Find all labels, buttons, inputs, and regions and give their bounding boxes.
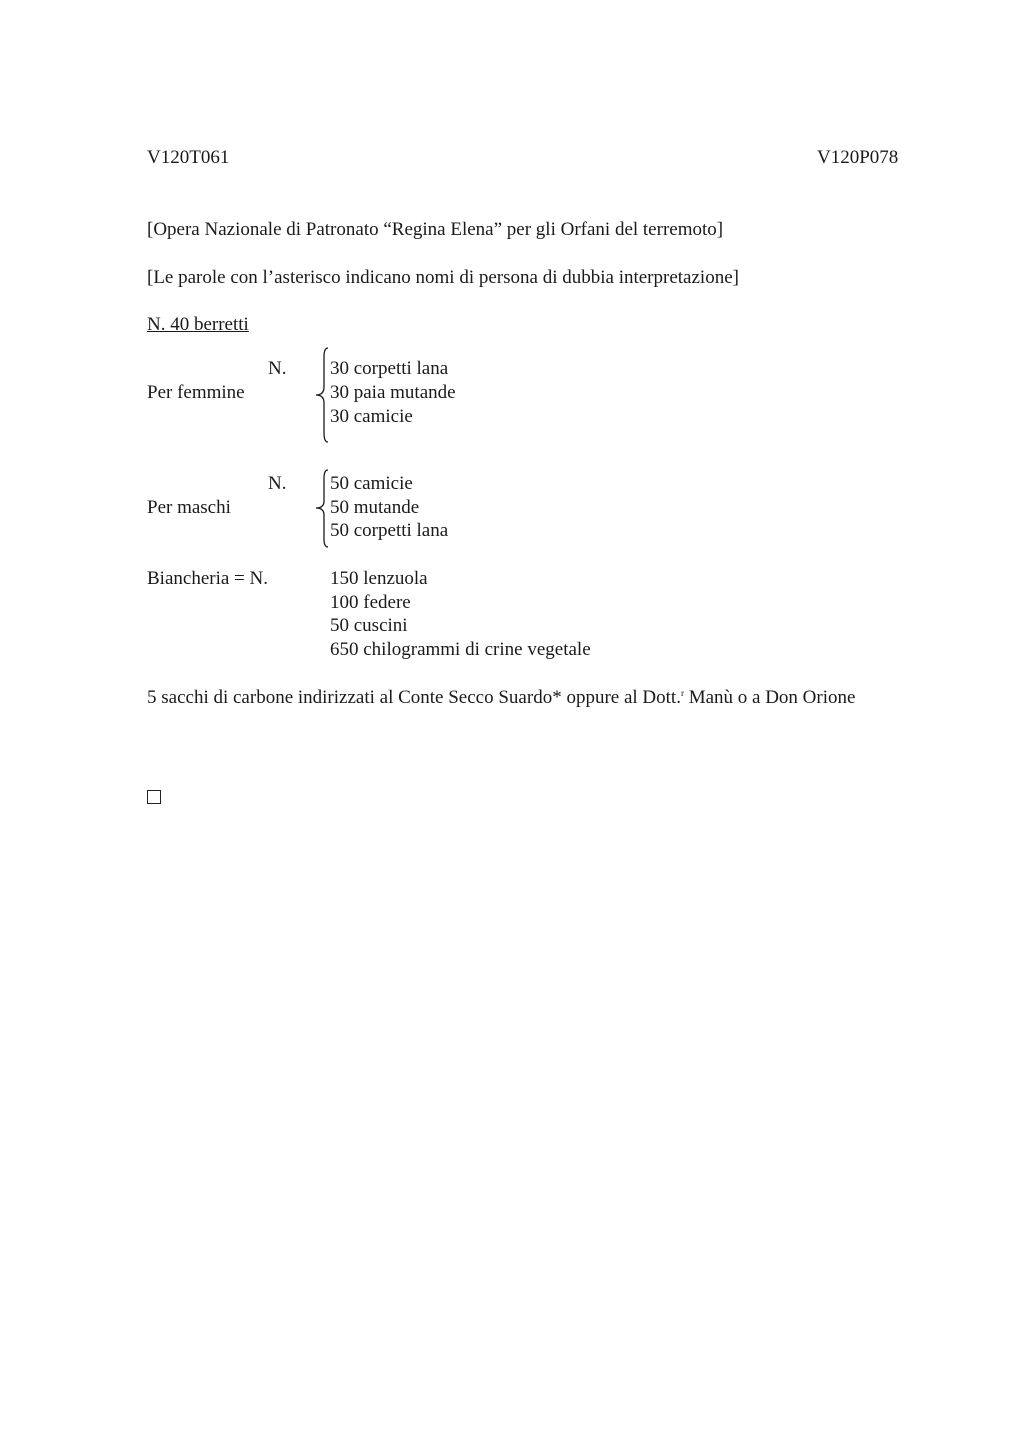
biancheria-label: Biancheria = N. xyxy=(147,568,268,589)
femmine-item: 30 paia mutande xyxy=(330,382,456,403)
carbone-superscript: r xyxy=(680,688,684,698)
document-code-right: V120P078 xyxy=(817,147,899,168)
biancheria-item: 650 chilogrammi di crine vegetale xyxy=(330,639,591,660)
carbone-text-before: 5 sacchi di carbone indirizzati al Conte Secco Suardo* oppure al Dott. xyxy=(147,687,681,708)
maschi-label: Per maschi xyxy=(147,497,231,518)
femmine-brace xyxy=(312,347,332,443)
femmine-item: 30 corpetti lana xyxy=(330,358,449,379)
maschi-item: 50 corpetti lana xyxy=(330,520,449,541)
carbone-text-after: Manù o a Don Orione xyxy=(683,687,856,708)
asterisk-note: [Le parole con l’asterisco indicano nomi di persona di dubbia interpretazione] xyxy=(147,267,739,288)
maschi-item: 50 camicie xyxy=(330,473,413,494)
femmine-item: 30 camicie xyxy=(330,406,413,427)
berretti-line: N. 40 berretti xyxy=(147,314,249,335)
femmine-n-label: N. xyxy=(268,358,287,379)
empty-checkbox[interactable] xyxy=(147,790,161,804)
maschi-item: 50 mutande xyxy=(330,497,420,518)
maschi-brace xyxy=(312,469,332,548)
biancheria-item: 150 lenzuola xyxy=(330,568,428,589)
document-title-note: [Opera Nazionale di Patronato “Regina Elena” per gli Orfani del terremoto] xyxy=(147,219,724,240)
femmine-label: Per femmine xyxy=(147,382,245,403)
biancheria-item: 100 federe xyxy=(330,592,411,613)
document-code-left: V120T061 xyxy=(147,147,230,168)
carbone-line xyxy=(147,686,855,710)
maschi-n-label: N. xyxy=(268,473,287,494)
biancheria-item: 50 cuscini xyxy=(330,615,408,636)
